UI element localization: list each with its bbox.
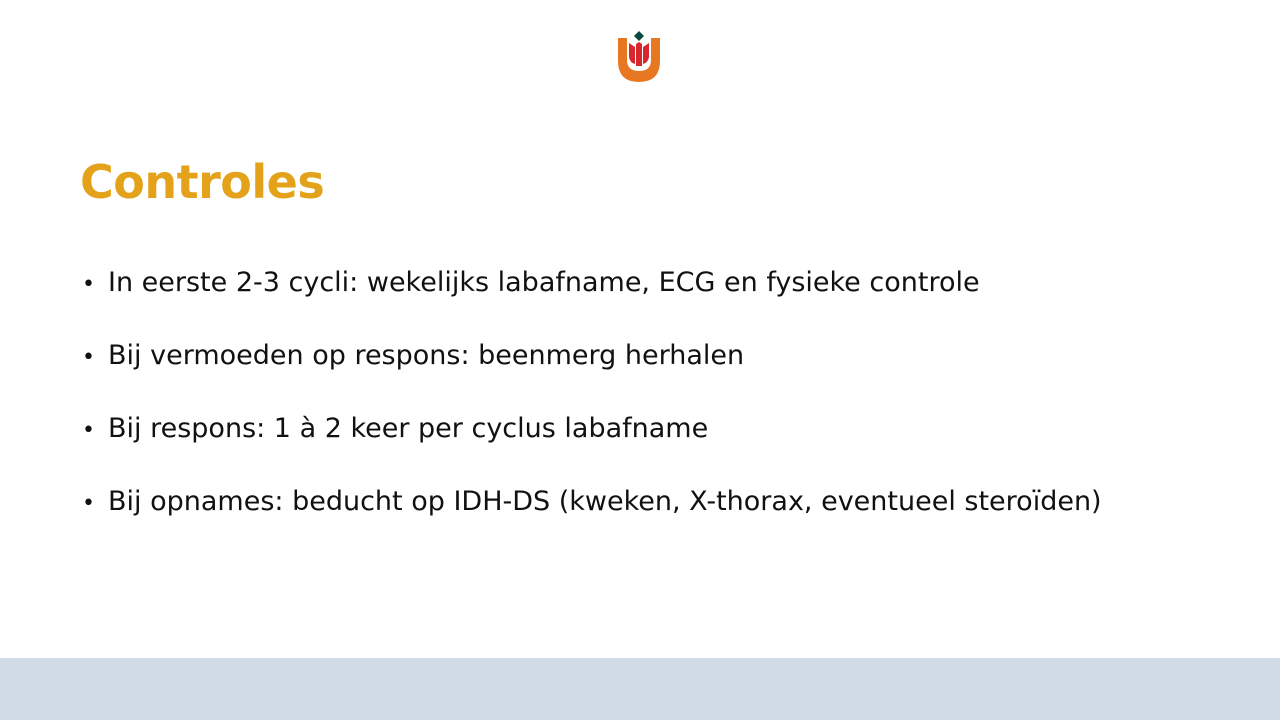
bullet-text: In eerste 2-3 cycli: wekelijks labafname, ECG en fysieke controle [108,267,980,298]
bullet-item [82,406,1102,479]
bullet-text: Bij vermoeden op respons: beenmerg herhalen [108,340,745,371]
bullet-item [82,260,1102,333]
bullet-list [82,260,1102,552]
bullet-item [82,479,1102,552]
bullet-item [82,333,1102,406]
bullet-dot-icon: • [82,272,95,297]
bullet-dot-icon: • [82,418,95,443]
bullet-text: Bij opnames: beducht op IDH-DS (kweken, X-thorax, eventueel steroïden) [108,486,1102,517]
bullet-dot-icon: • [82,345,95,370]
footer-band [0,658,1280,720]
bullet-text: Bij respons: 1 à 2 keer per cyclus labafname [108,413,709,444]
tulip-logo-icon [616,30,662,84]
slide-title: Controles [80,155,325,209]
bullet-dot-icon: • [82,491,95,516]
